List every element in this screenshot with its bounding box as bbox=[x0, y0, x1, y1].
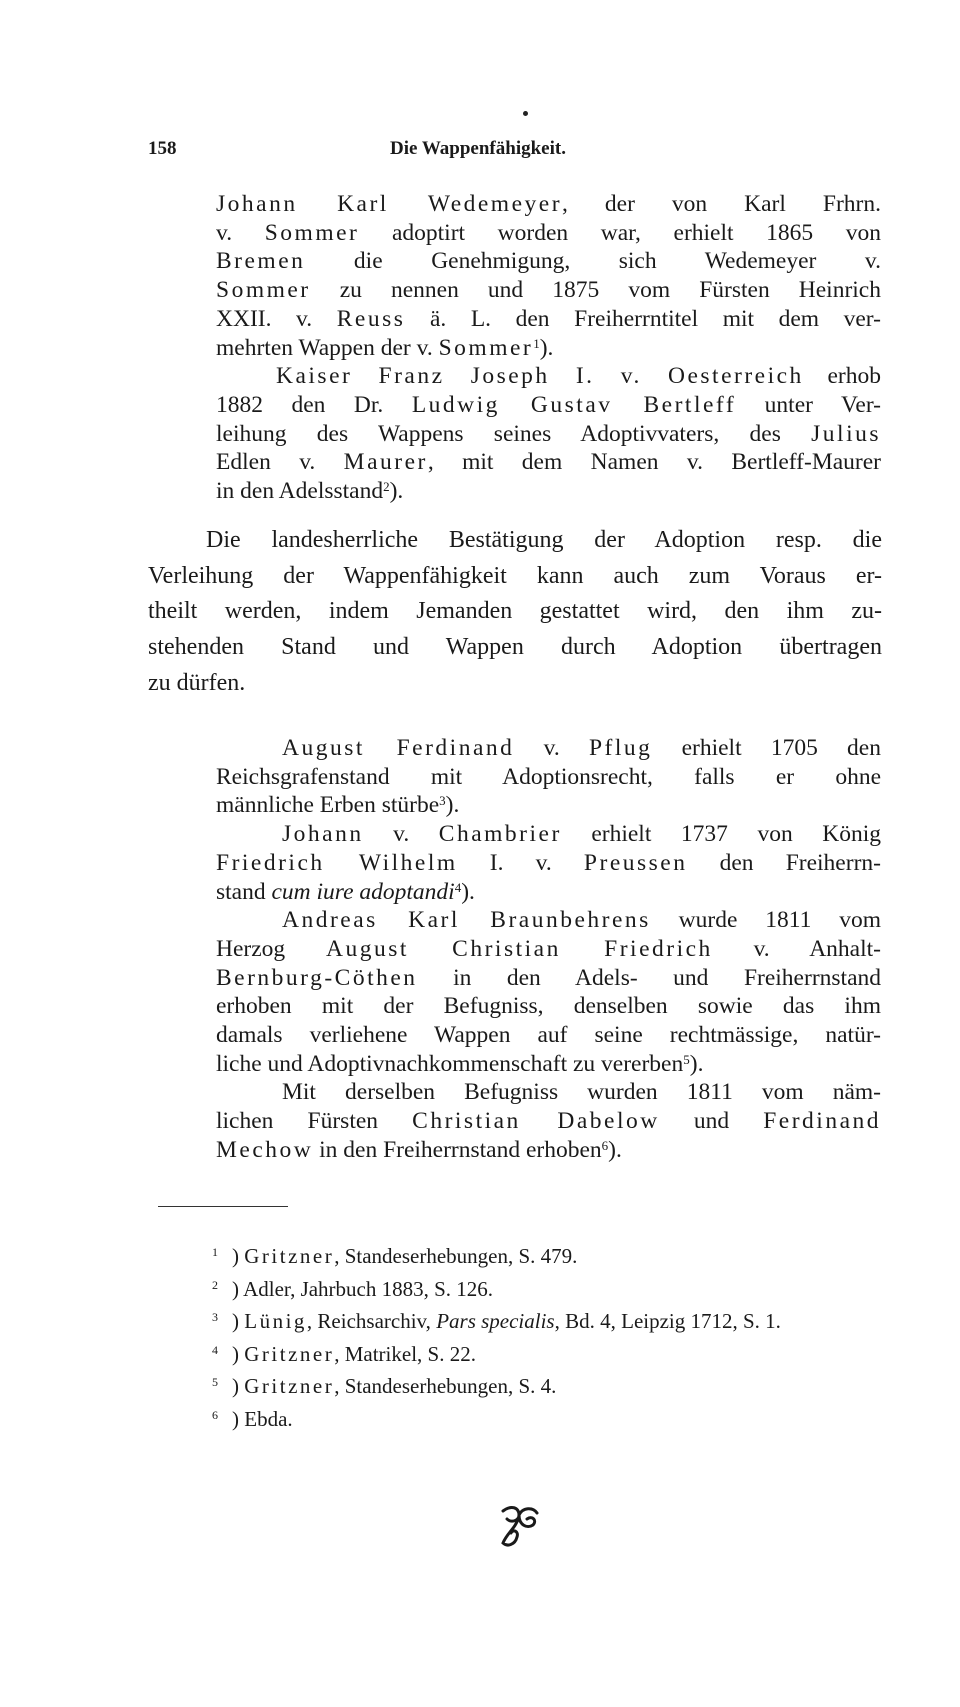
spaced-name: Mechow bbox=[216, 1136, 314, 1163]
footnote-text: Adler, Jahrbuch 1883, S. 126. bbox=[243, 1276, 494, 1301]
spaced-name: Johann bbox=[282, 821, 364, 848]
line-text: damals verliehene Wappen auf seine rechtmässige, natür- bbox=[216, 1022, 881, 1049]
text-line bbox=[216, 334, 881, 363]
line-text: ). bbox=[689, 1050, 704, 1077]
spaced-name: Sommer bbox=[438, 334, 534, 361]
spaced-name: Sommer bbox=[264, 219, 360, 246]
paragraph-examples-1 bbox=[216, 190, 881, 506]
text-line bbox=[216, 1021, 881, 1050]
text-line bbox=[216, 276, 881, 305]
spaced-name: Reuss bbox=[336, 305, 406, 332]
text-line: Verleihung der Wappenfähigkeit kann auch zum Voraus er- bbox=[148, 562, 882, 589]
text-line bbox=[216, 190, 881, 219]
footnote-author: Lünig bbox=[244, 1309, 307, 1334]
text-line: theilt werden, indem Jemanden gestattet wird, den ihm zu- bbox=[148, 598, 882, 625]
text-line bbox=[216, 935, 881, 964]
spaced-name: Friedrich Wilhelm bbox=[216, 849, 458, 876]
line-text: ). bbox=[539, 334, 554, 361]
line-text: liche und Adoptivnachkommenschaft zu vererben bbox=[216, 1050, 684, 1077]
spaced-name: Chambrier bbox=[438, 821, 562, 848]
line-text: in den Freiherrnstand erhoben bbox=[313, 1136, 602, 1163]
footnote-paren: ) bbox=[232, 1276, 239, 1301]
spaced-name: Maurer bbox=[343, 449, 428, 476]
footnote-paren: ) bbox=[232, 1309, 239, 1334]
text-line bbox=[216, 1050, 881, 1079]
text-line: stehenden Stand und Wappen durch Adoption übertragen bbox=[148, 634, 882, 661]
line-text: erhob bbox=[803, 363, 881, 390]
text-line bbox=[216, 763, 881, 792]
text-line bbox=[216, 219, 881, 248]
footnote-ref: 5 bbox=[683, 1051, 690, 1067]
footnote-text: , Bd. 4, Leipzig 1712, S. 1. bbox=[554, 1309, 781, 1334]
spaced-name: August Christian Friedrich bbox=[325, 935, 713, 962]
footnote-separator bbox=[158, 1206, 288, 1207]
footnote bbox=[212, 1303, 892, 1336]
line-text: XXII. v. bbox=[216, 305, 337, 332]
text-line bbox=[216, 1107, 881, 1136]
text-line bbox=[216, 1078, 881, 1107]
footnote-author: Gritzner bbox=[244, 1341, 335, 1366]
text-line bbox=[216, 247, 881, 276]
text-line bbox=[216, 305, 881, 334]
line-text: , mit dem Namen v. Bertleff-Maurer bbox=[427, 449, 881, 476]
text-line bbox=[216, 391, 881, 420]
footnote-mark: 5 bbox=[212, 1375, 218, 1390]
paragraph-examples-2 bbox=[216, 734, 881, 1165]
footnote-mark: 1 bbox=[212, 1245, 218, 1259]
line-text: stand bbox=[216, 878, 272, 905]
footnote-mark: 3 bbox=[212, 1310, 218, 1325]
line-text: erhielt 1705 den bbox=[652, 735, 881, 761]
text-line bbox=[216, 477, 881, 506]
line-text: adoptirt worden war, erhielt 1865 von bbox=[359, 219, 881, 246]
text-line bbox=[216, 791, 881, 820]
text-line: Die landesherrliche Bestätigung der Adoption resp. die bbox=[206, 527, 882, 553]
footnote-ref: 6 bbox=[601, 1137, 609, 1153]
fleuron-ornament-icon bbox=[497, 1503, 541, 1554]
line-text: in den Adels- und Freiherrnstand bbox=[417, 964, 881, 991]
line-text: ä. L. den Freiherrntitel mit dem ver- bbox=[405, 305, 881, 332]
spaced-name: Andreas Karl Braunbehrens bbox=[282, 907, 651, 934]
spaced-name: Julius bbox=[811, 420, 881, 447]
footnote-text: , Standeserhebungen, S. 4. bbox=[334, 1374, 557, 1399]
line-text: erhoben mit der Befugniss, denselben sowie das ihm bbox=[216, 993, 881, 1020]
running-title: Die Wappenfähigkeit. bbox=[390, 138, 566, 159]
text-line bbox=[216, 1136, 881, 1165]
line-text: unter Ver- bbox=[736, 391, 881, 418]
italic-phrase: cum iure adoptandi bbox=[271, 878, 455, 905]
line-text: mehrten Wappen der v. bbox=[216, 334, 439, 361]
footnote-paren: ) bbox=[232, 1406, 239, 1431]
footnote bbox=[212, 1238, 892, 1271]
line-text: den Freiherrn- bbox=[687, 849, 881, 876]
text-line bbox=[216, 734, 881, 763]
line-text: Edlen v. bbox=[216, 449, 344, 476]
text-line bbox=[216, 420, 881, 449]
line-text: 1882 den Dr. bbox=[216, 391, 412, 418]
footnote bbox=[212, 1368, 892, 1401]
line-text: und bbox=[659, 1108, 764, 1135]
footnote-ref: 4 bbox=[454, 879, 462, 895]
footnote-ref: 2 bbox=[383, 479, 390, 495]
line-text: ). bbox=[461, 878, 475, 905]
line-text: leihung des Wappens seines Adoptivvaters, des bbox=[216, 420, 812, 447]
line-text: , der von Karl Frhrn. bbox=[562, 191, 881, 217]
line-text: die Genehmigung, sich Wedemeyer v. bbox=[305, 248, 881, 275]
text-line bbox=[216, 906, 881, 935]
text-line bbox=[216, 992, 881, 1021]
line-text: Reichsgrafenstand mit Adoptionsrecht, falls er ohne bbox=[216, 763, 881, 790]
spaced-name: Ferdinand bbox=[763, 1108, 882, 1135]
footnote-author: Gritzner bbox=[244, 1374, 335, 1399]
line-text: Mit derselben Befugniss wurden 1811 vom näm- bbox=[282, 1079, 881, 1106]
text-line bbox=[216, 964, 881, 993]
footnote-text: Ebda. bbox=[244, 1406, 293, 1431]
line-text: v. bbox=[363, 821, 439, 848]
spaced-name: August Ferdinand bbox=[282, 735, 515, 761]
spaced-name: Sommer bbox=[216, 277, 311, 304]
text-line bbox=[216, 820, 881, 849]
page-number: 158 bbox=[148, 138, 177, 159]
spaced-name: Preussen bbox=[583, 849, 688, 876]
spaced-name: Pflug bbox=[588, 735, 653, 761]
footnote-text: , Matrikel, S. 22. bbox=[334, 1341, 476, 1366]
spaced-name: Christian Dabelow bbox=[412, 1108, 660, 1135]
footnote-mark: 4 bbox=[212, 1342, 218, 1357]
footnote-mark: 6 bbox=[212, 1407, 218, 1422]
footnote bbox=[212, 1401, 892, 1434]
footnote-mark: 2 bbox=[212, 1277, 218, 1292]
footnote-text: , Standeserhebungen, S. 479. bbox=[334, 1244, 578, 1268]
line-text: v. Anhalt- bbox=[712, 935, 881, 962]
line-text: männliche Erben stürbe bbox=[216, 792, 440, 819]
text-line bbox=[216, 362, 881, 391]
paragraph-main-text bbox=[148, 523, 882, 702]
line-text: Herzog bbox=[216, 935, 326, 962]
footnote-italic: Pars specialis bbox=[436, 1309, 555, 1334]
line-text: zu nennen und 1875 vom Fürsten Heinrich bbox=[310, 277, 881, 304]
line-text: ). bbox=[445, 792, 460, 819]
line-text: I. v. bbox=[457, 849, 584, 876]
footnotes bbox=[212, 1238, 892, 1434]
footnote-ref: 3 bbox=[439, 793, 446, 809]
spaced-name: Johann Karl Wedemeyer bbox=[216, 191, 563, 217]
footnote bbox=[212, 1336, 892, 1369]
spaced-name: Bernburg-Cöthen bbox=[216, 964, 418, 991]
footnote-paren: ) bbox=[232, 1374, 239, 1399]
text-line bbox=[216, 448, 881, 477]
print-speck bbox=[523, 111, 528, 116]
spaced-name: Ludwig Gustav Bertleff bbox=[411, 391, 737, 418]
footnote-paren: ) bbox=[232, 1244, 239, 1268]
footnote-ref: 1 bbox=[533, 335, 540, 351]
text-line: zu dürfen. bbox=[148, 669, 246, 696]
footnote bbox=[212, 1271, 892, 1304]
line-text: v. bbox=[216, 219, 265, 246]
line-text: ). bbox=[608, 1136, 622, 1163]
footnote-author: Gritzner bbox=[244, 1244, 335, 1268]
spaced-name: Bremen bbox=[216, 248, 306, 275]
line-text: in den Adelsstand bbox=[216, 478, 384, 505]
line-text: erhielt 1737 von König bbox=[561, 821, 881, 848]
text-line bbox=[216, 878, 881, 907]
footnote-paren: ) bbox=[232, 1341, 239, 1366]
footnote-text: , Reichsarchiv, bbox=[306, 1309, 437, 1334]
line-text: wurde 1811 vom bbox=[650, 907, 881, 934]
line-text: lichen Fürsten bbox=[216, 1108, 413, 1135]
line-text: v. bbox=[514, 735, 589, 761]
text-line bbox=[216, 849, 881, 878]
spaced-name: Kaiser Franz Joseph I. v. Oesterreich bbox=[276, 363, 804, 390]
line-text: ). bbox=[389, 478, 404, 505]
